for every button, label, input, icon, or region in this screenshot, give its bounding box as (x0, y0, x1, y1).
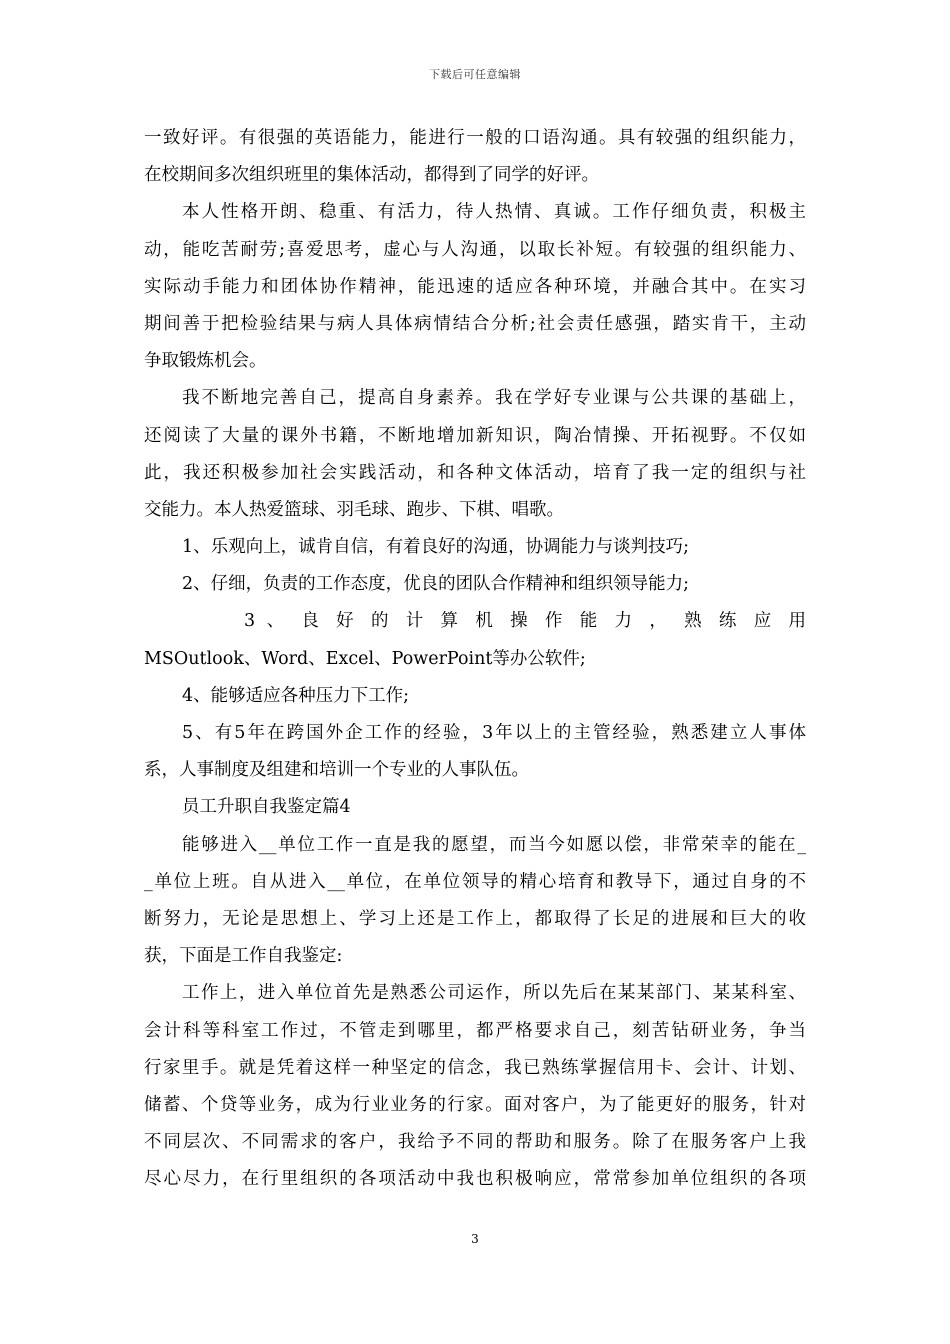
text-line: MSOutlook、Word、Excel、PowerPoint等办公软件; (144, 648, 586, 669)
text-line: 期间善于把检验结果与病人具体病情结合分析;社会责任感强，踏实肯干，主动 (144, 313, 806, 334)
list-item: 2、仔细，负责的工作态度，优良的团队合作精神和组织领导能力; (182, 574, 690, 595)
section-heading: 员工升职自我鉴定篇4 (182, 797, 351, 818)
list-item: 5、有5年在跨国外企工作的经验，3年以上的主管经验，熟悉建立人事体 (182, 723, 806, 743)
list-item: 4、能够适应各种压力下工作; (182, 685, 410, 706)
paragraph-first-line: 我不断地完善自己，提高自身素养。我在学好专业课与公共课的基础上， (182, 388, 806, 409)
text-line: 尽心尽力，在行里组织的各项活动中我也积极响应，常常参加单位组织的各项 (144, 1169, 806, 1190)
text-line: 储蓄、个贷等业务，成为行业业务的行家。面对客户，为了能更好的服务，针对 (144, 1094, 806, 1115)
text-line: 实际动手能力和团体协作精神，能迅速的适应各种环境，并融合其中。在实习 (144, 276, 806, 297)
text-line: 此，我还积极参加社会实践活动，和各种文体活动，培育了我一定的组织与社 (144, 462, 806, 483)
text-line: 不同层次、不同需求的客户，我给予不同的帮助和服务。除了在服务客户上我 (144, 1132, 806, 1153)
text-line: 行家里手。就是凭着这样一种坚定的信念，我已熟练掌握信用卡、会计、计划、 (144, 1057, 806, 1078)
text-line: 交能力。本人热爱篮球、羽毛球、跑步、下棋、唱歌。 (144, 499, 564, 520)
text-line: 动，能吃苦耐劳;喜爱思考，虚心与人沟通，以取长补短。有较强的组织能力、 (144, 239, 806, 260)
paragraph-first-line: 能够进入__单位工作一直是我的愿望，而当今如愿以偿，非常荣幸的能在_ (182, 834, 806, 855)
text-line: 断努力，无论是思想上、学习上还是工作上，都取得了长足的进展和巨大的收 (144, 908, 806, 929)
list-item: 1、乐观向上，诚肯自信，有着良好的沟通，协调能力与谈判技巧; (182, 537, 690, 558)
text-line: 争取锻炼机会。 (144, 351, 267, 372)
list-item: 3 、 良 好 的 计 算 机 操 作 能 力 ， 熟 练 应 用 (244, 611, 806, 632)
paragraph-first-line: 工作上，进入单位首先是熟悉公司运作，所以先后在某某部门、某某科室、 (182, 983, 806, 1004)
text-line: _单位上班。自从进入__单位，在单位领导的精心培育和教导下，通过自身的不 (144, 871, 806, 892)
paragraph-first-line: 本人性格开朗、稳重、有活力，待人热情、真诚。工作仔细负责，积极主 (182, 202, 806, 223)
page-number: 3 (471, 1232, 479, 1246)
text-line: 一致好评。有很强的英语能力，能进行一般的口语沟通。具有较强的组织能力， (144, 128, 806, 148)
document-body (144, 120, 806, 1198)
text-line: 获，下面是工作自我鉴定: (144, 946, 343, 967)
text-line: 会计科等科室工作过，不管走到哪里，都严格要求自己，刻苦钻研业务，争当 (144, 1020, 806, 1041)
text-line: 还阅读了大量的课外书籍，不断地增加新知识，陶冶情操、开拓视野。不仅如 (144, 425, 806, 446)
text-line: 在校期间多次组织班里的集体活动，都得到了同学的好评。 (144, 165, 599, 186)
page-header: 下载后可任意编辑 (429, 68, 521, 81)
text-line: 系，人事制度及组建和培训一个专业的人事队伍。 (144, 760, 529, 781)
